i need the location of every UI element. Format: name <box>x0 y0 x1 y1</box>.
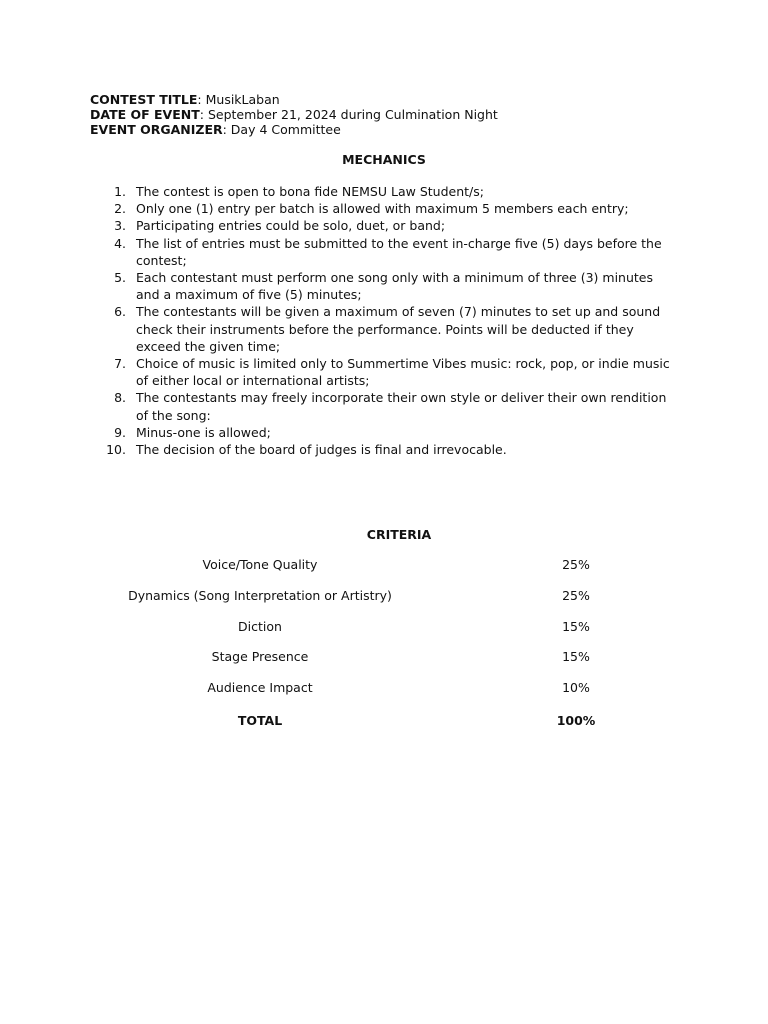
list-item-text: Choice of music is limited only to Summertime Vibes music: rock, pop, or indie music of either local or international artists; <box>136 356 670 389</box>
list-item <box>90 217 680 234</box>
list-item-text: The list of entries must be submitted to the event in-charge five (5) days before the contest; <box>136 235 662 268</box>
list-item-text: The contestants may freely incorporate their own style or deliver their own rendition of the song: <box>136 390 667 423</box>
list-item <box>90 200 680 217</box>
date-value: : September 21, 2024 during Culmination Night <box>199 107 498 122</box>
criterion-name: Dynamics (Song Interpretation or Artistry) <box>128 588 392 603</box>
criterion-name: Audience Impact <box>207 680 313 695</box>
list-item-text: The contest is open to bona fide NEMSU Law Student/s; <box>136 184 484 199</box>
list-item-number: 7. <box>114 356 126 372</box>
list-item-number: 10. <box>106 442 126 458</box>
contest-title-label: CONTEST TITLE <box>90 92 198 107</box>
list-item <box>90 183 680 200</box>
table-row <box>0 649 768 667</box>
event-header <box>90 92 690 137</box>
table-row <box>0 557 768 575</box>
date-line <box>90 107 690 122</box>
criterion-percent: 25% <box>562 557 590 572</box>
table-row <box>0 588 768 606</box>
organizer-label: EVENT ORGANIZER <box>90 122 223 137</box>
list-item-number: 3. <box>114 218 126 234</box>
contest-title-value: : MusikLaban <box>197 92 280 107</box>
total-percent: 100% <box>556 713 596 728</box>
list-item <box>90 355 680 389</box>
list-item-number: 1. <box>114 184 126 199</box>
organizer-value: : Day 4 Committee <box>222 122 341 137</box>
list-item <box>90 441 680 458</box>
table-row <box>0 619 768 637</box>
list-item-text: Participating entries could be solo, duet, or band; <box>136 218 446 234</box>
list-item-text: Minus-one is allowed; <box>136 424 271 440</box>
list-item <box>90 389 680 423</box>
list-item-text: The decision of the board of judges is final and irrevocable. <box>136 442 507 458</box>
list-item <box>90 269 680 303</box>
list-item <box>90 424 680 441</box>
list-item-number: 8. <box>114 390 126 406</box>
table-total-row <box>0 713 768 731</box>
criterion-percent: 15% <box>562 619 590 634</box>
list-item-number: 5. <box>114 270 126 286</box>
criterion-percent: 10% <box>562 680 590 695</box>
total-label: TOTAL <box>237 713 283 728</box>
organizer-line <box>90 122 690 137</box>
criterion-percent: 15% <box>562 649 590 664</box>
list-item <box>90 303 680 355</box>
list-item-text: Each contestant must perform one song only with a minimum of three (3) minutes and a maximum of five (5) minutes; <box>136 270 653 303</box>
list-item-text: Only one (1) entry per batch is allowed with maximum 5 members each entry; <box>136 201 629 217</box>
criterion-name: Stage Presence <box>211 649 309 664</box>
list-item-text: The contestants will be given a maximum of seven (7) minutes to set up and sound check their instruments before the performance. Points will be deducted if they exceed the given time; <box>136 304 661 354</box>
criterion-percent: 25% <box>562 588 590 603</box>
mechanics-heading: MECHANICS <box>342 152 426 167</box>
criterion-name: Voice/Tone Quality <box>202 557 318 572</box>
list-item-number: 9. <box>114 424 126 440</box>
table-row <box>0 680 768 698</box>
contest-title-line <box>90 92 690 107</box>
mechanics-list <box>90 183 680 458</box>
list-item-number: 2. <box>114 201 126 217</box>
criteria-heading: CRITERIA <box>366 527 432 542</box>
date-label: DATE OF EVENT <box>90 107 200 122</box>
list-item-number: 6. <box>114 304 126 320</box>
list-item <box>90 235 680 269</box>
criterion-name: Diction <box>238 619 282 634</box>
list-item-number: 4. <box>114 235 126 251</box>
